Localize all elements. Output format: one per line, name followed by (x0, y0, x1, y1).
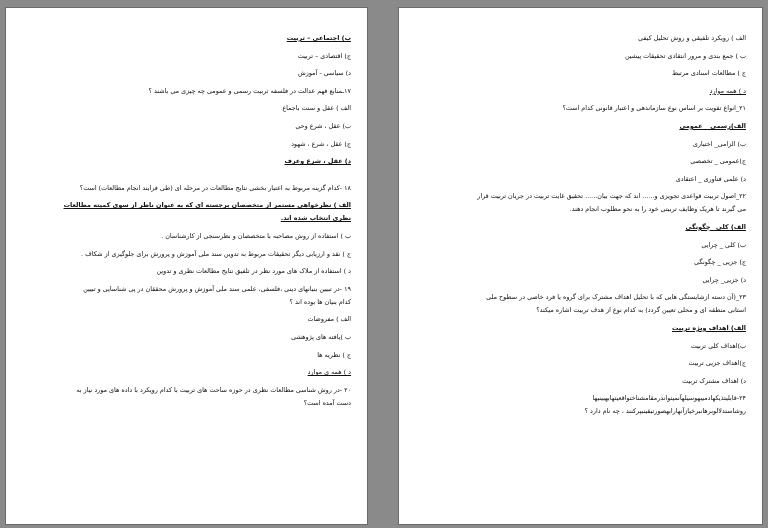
question-19-line2: کدام بنیان ها بوده اند ؟ (289, 297, 351, 306)
answer-option-b: ب) عقل ، شرع وحی (295, 121, 351, 130)
answer-option-b-social-education: ب) اجتماعی – تربیت (286, 34, 351, 42)
answer-option-c: ج ) نقد و ارزیابی دیگر تحقیقات مربوط به تدوین سند ملی آموزش و پرورش برای جلوگیری از شکاف . (81, 249, 351, 258)
question-22-line2: می گیرند تا هریک وظایف تربیتی خود را به نحو مطلوب انجام دهند. (569, 205, 746, 214)
question-20-line2: دست آمده است؟ (303, 398, 351, 407)
question-20-line1: ۲۰ -در روش شناسی مطالعات نظری در حوزه ساحت های تربیت با کدام رویکرد با داده های مورد نیاز به (76, 385, 351, 394)
answer-option-a: الف ) رویکرد تلفیقی و روش تحلیل کیفی (638, 34, 746, 42)
answer-option-a-correct-line1: الف ) نظرخواهی مستمر از متخصصان برجسته ای که به عنوان ناظر از سوی کمیته مطالعات (63, 201, 351, 210)
answer-option-b: ب ) جمع بندی و مرور انتقادی تحقیقات پیشین (624, 51, 746, 60)
question-24-line2: روشاستدلالوبرهانبرخیازآنهارابهصورتیقینبپرکنند ، چه نام دارد ؟ (584, 407, 746, 416)
answer-option-b: ب) کلی _ چرایی (701, 240, 746, 249)
question-23-line2: استانی منطقه ای و محلی تعیین گردد) به کدام نوع از هدف تربیت اشاره میکند؟ (536, 306, 746, 315)
answer-option-d: د) علمی فناوری _ اعتقادی (675, 174, 746, 183)
answer-option-a: الف ) عقل و سنت باجماع (282, 104, 351, 113)
left-document-page (6, 8, 367, 524)
question-21: ۲۱_انواع تقویت بر اساس نوع سازماندهی و اعتبار قانونی کدام است؟ (562, 104, 746, 113)
answer-option-d: د ) استفاده از ملاک های مورد نظر در تلفیق نتایج مطالعات نظری و تدوین (156, 267, 351, 276)
answer-option-d-all: د ) همه ی موارد (307, 368, 351, 377)
answer-option-c-economic: ج) اقتصادی – تربیت (297, 51, 351, 60)
question-23-line1: ۲۳_(آن دسته ازشایستگی هایی که با تحلیل اهداف مشترک برای گروه یا فرد خاصی در سطوح ملی (486, 293, 746, 302)
answer-option-c: ج)اهداف جزیی تربیت (688, 359, 746, 368)
answer-option-b: ب)اهداف کلی تربیت (690, 341, 746, 350)
question-19-line1: ۱۹ -در تبیین بنیانهای دینی ،فلسفی، علمی سند ملی آموزش و پرورش محققان در پی شناسایی و تبیین (83, 284, 351, 293)
answer-option-a-correct: الف) اهداف ویژه تربیت (672, 323, 746, 332)
answer-option-d-correct: د) عقل ، شرع وعرف (284, 157, 351, 166)
answer-option-d: د) جزیی_ چرایی (702, 275, 746, 284)
answer-option-b: ب )یافته های پژوهشی (291, 332, 351, 341)
question-18: ۱۸ -کدام گزینه مربوط به اعتبار بخشی نتایج مطالعات در مرحله ای (طی فرایند انجام مطالعات) است؟ (79, 183, 351, 192)
question-24-line1: ۲۴-قابلیتذیکهادمیبهوسیلهآنمیتواندرمقامشناختواقعیتهابهبینیها (592, 394, 746, 403)
answer-option-d-all: د ) همه موارد (709, 86, 746, 95)
answer-option-a-correct: الف)رسمی _ عمومی (679, 121, 746, 130)
answer-option-b: ب) الزامی_ اختیاری (692, 139, 746, 148)
right-page-content (413, 34, 746, 425)
right-document-page (399, 8, 762, 524)
answer-option-a-correct: الف) کلی_ چگونگی (685, 222, 746, 231)
answer-option-c: ج) جزیی _ چگونگی (694, 258, 746, 267)
answer-option-c: ج)عمومی _ تخصصی (690, 157, 746, 166)
answer-option-a-correct-line2: نظری انتخاب شده اند. (280, 214, 351, 223)
answer-option-d: د) اهداف مشترک تربیت (682, 376, 746, 385)
spacer (20, 175, 351, 184)
answer-option-c: ج ) نظریه ها (317, 350, 351, 359)
question-17: ۱۷ـمنابع فهم عدالت در فلسفه تربیت رسمی و عمومی چه چیزی می باشند ؟ (148, 86, 351, 95)
answer-option-c: ج) عقل ، شرع ، شهود (291, 139, 351, 148)
answer-option-b: ب ) استفاده از روش مصاحبه با متخصصان و نظرسنجی از کارشناسان . (161, 231, 351, 240)
answer-option-d-political: د) سیاسی - آموزش (297, 69, 351, 78)
question-22-line1: ۲۲_اصول تربیت قواعدی تجویزی و...... اند که جهت بیان...... تحقیق غایت تربیت در جریان تربیت قرار (477, 192, 746, 201)
answer-option-c: ج ) مطالعات اسنادی مرتبط (672, 69, 746, 78)
left-page-content (20, 34, 351, 416)
answer-option-a: الف ) مفروضات (307, 315, 351, 324)
